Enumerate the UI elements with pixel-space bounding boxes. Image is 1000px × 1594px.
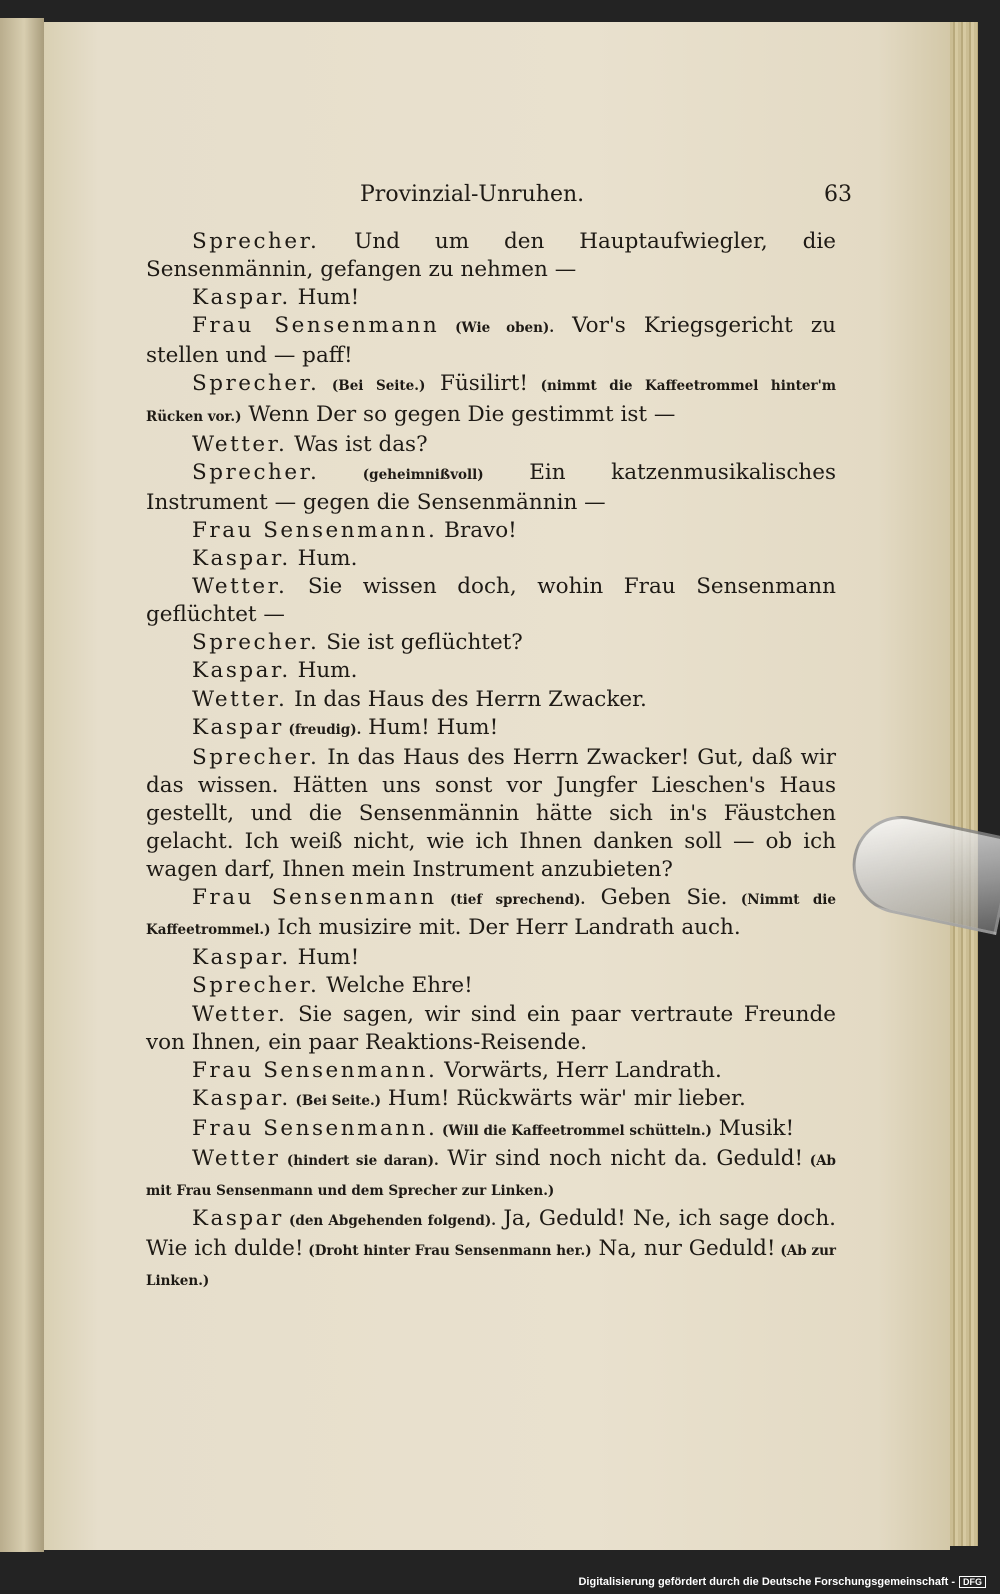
line-text: Hum! xyxy=(290,945,360,971)
stage-direction: (Bei Seite.) xyxy=(290,1092,382,1109)
dialogue-line xyxy=(146,284,836,312)
stage-direction: (Wie oben). xyxy=(439,320,555,337)
line-text: In das Haus des Herrn Zwacker! Gut, daß wir das wissen. Hätten uns sonst vor Jungfer Lieschen's Haus gestellt, und die Sensenmännin hätte sich in's Fäustchen gelacht. Ich weiß nicht, wie ich Ihnen danken soll — ob ich wagen darf, Ihnen mein Instrument anzubieten? xyxy=(146,744,836,883)
dialogue-line xyxy=(146,714,836,744)
speaker-name: Wetter. xyxy=(192,686,288,712)
speaker-name: Sprecher. xyxy=(192,371,320,397)
speaker-name: Kaspar. xyxy=(192,945,291,971)
speaker-name: Kaspar xyxy=(192,714,284,740)
dialogue-line xyxy=(146,629,836,657)
line-text: Rückwärts wär' mir lieber. xyxy=(449,1085,746,1111)
adjacent-page-edge xyxy=(0,18,44,1552)
speaker-name: Wetter. xyxy=(192,1001,288,1027)
line-text: Geben Sie. xyxy=(585,885,728,911)
stage-direction: (Nimmt die Kaffeetrommel.) xyxy=(146,892,837,939)
dialogue-line xyxy=(146,972,836,1000)
line-text: Wir sind noch nicht da. Geduld! xyxy=(438,1146,804,1171)
line-text: Füsilirt! xyxy=(425,371,529,397)
speaker-name: Kaspar. xyxy=(192,546,291,572)
dialogue-line xyxy=(146,1145,836,1205)
stage-direction: (Ab mit Frau Sensenmann und dem Sprecher zur Linken.) xyxy=(146,1153,836,1200)
dialogue-line xyxy=(146,459,836,517)
dfg-logo: DFG xyxy=(959,1576,986,1588)
speaker-name: Kaspar. xyxy=(192,1085,291,1111)
line-text: gegen die Sensenmännin — xyxy=(296,489,606,515)
dialogue-line xyxy=(146,431,836,459)
dialogue-line xyxy=(146,573,836,629)
stage-direction: (freudig). xyxy=(283,721,362,738)
book-page xyxy=(44,22,950,1550)
dialogue-line xyxy=(146,545,836,573)
speaker-name: Frau Sensenmann. xyxy=(192,1057,438,1083)
line-text: In das Haus des Herrn Zwacker. xyxy=(287,686,647,712)
stage-direction: (Ab zur Linken.) xyxy=(146,1243,837,1290)
speaker-name: Sprecher. xyxy=(192,744,320,770)
stage-direction: (hindert sie daran). xyxy=(280,1153,439,1169)
stage-direction: (nimmt die Kaffeetrommel hinter'm Rücken vor.) xyxy=(146,378,837,425)
line-text: Sie ist geflüchtet? xyxy=(319,630,523,656)
dialogue-line xyxy=(146,744,836,884)
line-text: Hum. xyxy=(290,658,358,684)
speaker-name: Frau Sensenmann xyxy=(192,885,437,911)
speaker-name: Sprecher. xyxy=(192,459,320,485)
book-page-edges xyxy=(950,22,978,1546)
speaker-name: Sprecher. xyxy=(192,229,320,254)
line-text: Vorwärts, Herr Landrath. xyxy=(437,1057,722,1083)
dialogue-line xyxy=(146,1205,836,1295)
digitization-credit xyxy=(578,1576,986,1588)
line-text: Hum! xyxy=(290,285,360,311)
page-number: 63 xyxy=(824,182,852,207)
speaker-name: Wetter xyxy=(192,1146,281,1171)
line-text: Was ist das? xyxy=(287,431,428,457)
dialogue-line xyxy=(146,1085,836,1115)
speaker-name: Sprecher. xyxy=(192,973,320,999)
stage-direction: (geheimnißvoll) xyxy=(319,466,484,483)
stage-direction: (Will die Kaffeetrommel schütteln.) xyxy=(437,1122,712,1139)
dialogue-line xyxy=(146,1001,836,1057)
dialogue-line xyxy=(146,1115,836,1145)
dialogue-line xyxy=(146,312,836,370)
dialogue-line xyxy=(146,944,836,972)
stage-direction: (Droht hinter Frau Sensenmann her.) xyxy=(303,1243,592,1260)
line-text: Wenn Der so gegen Die gestimmt ist — xyxy=(241,401,676,427)
line-text: Musik! xyxy=(711,1115,795,1141)
speaker-name: Sprecher. xyxy=(192,630,320,656)
speaker-name: Frau Sensenmann. xyxy=(192,517,438,543)
line-text: Ja, Geduld! Ne, ich sage doch. Wie ich dulde! xyxy=(146,1206,836,1262)
line-text: Vor's Kriegsgericht zu stellen und — paff! xyxy=(146,313,836,369)
stage-direction: (den Abgehenden folgend). xyxy=(283,1213,496,1230)
stage-direction: (Bei Seite.) xyxy=(319,378,426,395)
line-text: Bravo! xyxy=(437,517,517,543)
speaker-name: Kaspar. xyxy=(192,658,291,684)
line-text: Und um den Hauptaufwiegler, die Sensenmännin, gefangen zu nehmen — xyxy=(146,229,836,283)
line-text: Hum! Hum! xyxy=(361,714,499,740)
dialogue-line xyxy=(146,884,836,944)
speaker-name: Wetter. xyxy=(192,431,288,457)
speaker-name: Kaspar. xyxy=(192,285,291,311)
speaker-name: Wetter. xyxy=(192,574,288,600)
stage-direction: (tief sprechend). xyxy=(436,892,586,909)
dialogue-line xyxy=(146,228,836,284)
line-text: Sie sagen, wir sind ein paar vertraute Freunde von Ihnen, ein paar Reaktions-Reisende. xyxy=(146,1001,836,1055)
speaker-name: Kaspar xyxy=(192,1206,284,1232)
line-text: Welche Ehre! xyxy=(319,973,473,999)
dialogue-line xyxy=(146,370,836,430)
running-head: Provinzial-Unruhen. xyxy=(360,182,585,207)
line-text: Sie wissen doch, wohin Frau Sensenmann geflüchtet — xyxy=(146,574,836,628)
line-text: Ein katzenmusikalisches Instrument — xyxy=(146,459,836,515)
dialogue-line xyxy=(146,686,836,714)
dialogue-line xyxy=(146,1057,836,1085)
dialogue-text xyxy=(146,228,836,1295)
line-text: Hum. xyxy=(290,546,358,572)
dialogue-line xyxy=(146,657,836,685)
line-text: Ich musizire mit. Der Herr Landrath auch. xyxy=(270,915,741,941)
line-text: Na, nur Geduld! xyxy=(591,1236,776,1262)
credit-text: Digitalisierung gefördert durch die Deutsche Forschungsgemeinschaft - xyxy=(578,1576,955,1588)
dialogue-line xyxy=(146,517,836,545)
line-text: Hum! xyxy=(381,1085,450,1111)
speaker-name: Frau Sensenmann xyxy=(192,313,440,339)
speaker-name: Frau Sensenmann. xyxy=(192,1115,438,1141)
